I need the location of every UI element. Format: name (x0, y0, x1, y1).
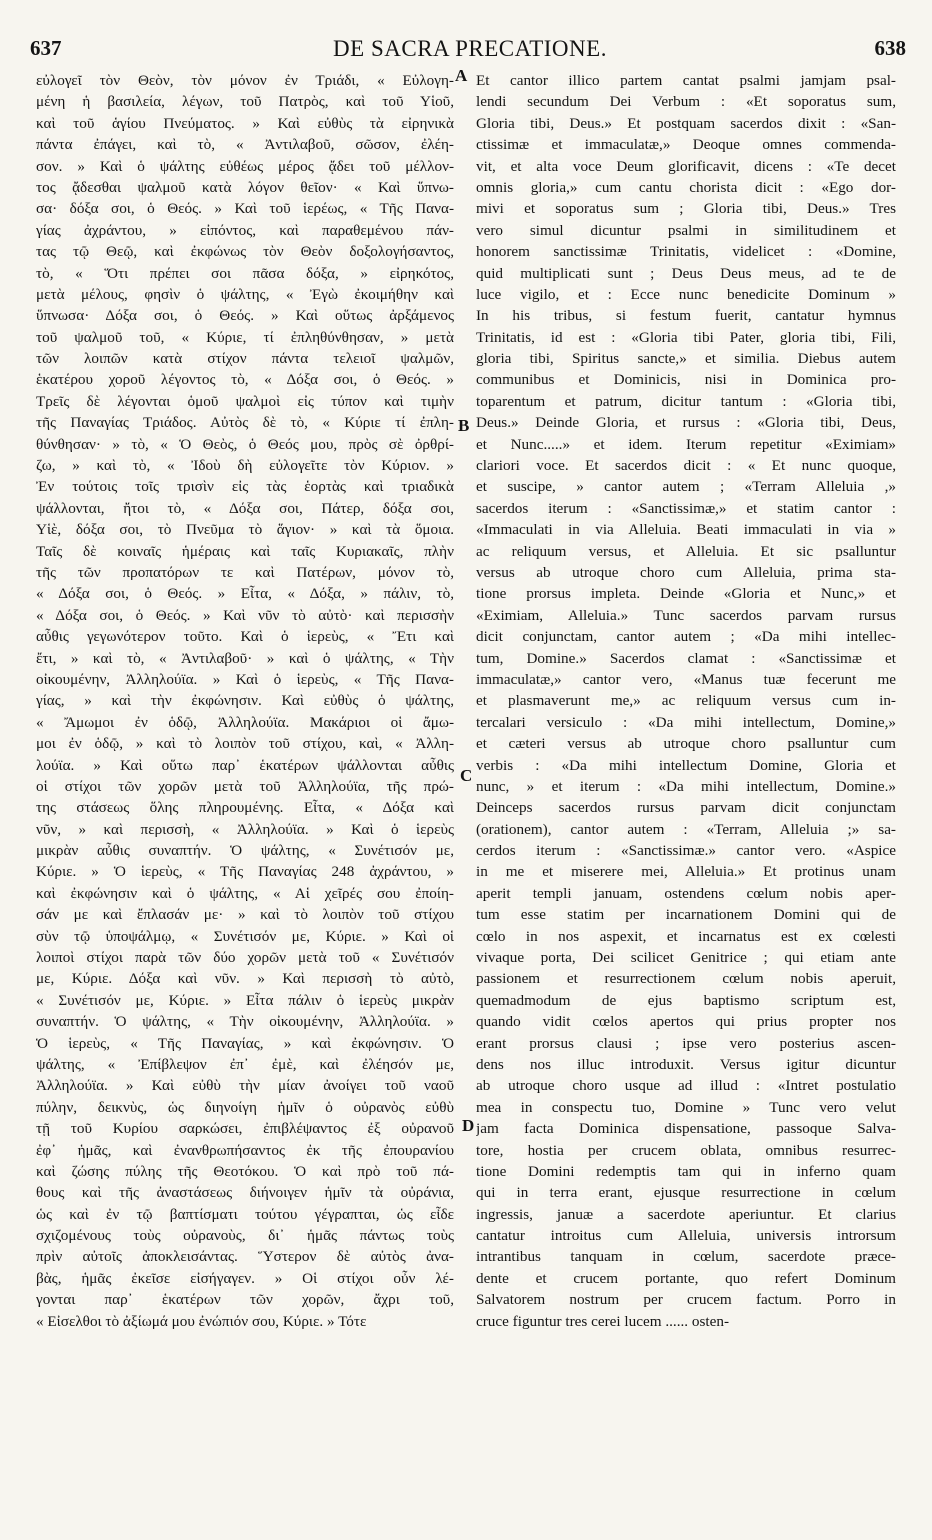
greek-text-line: οἰκουμένην, Ἀλληλούϊα. » Καὶ ὁ ἱερεὺς, « Τῆς Πανα- (36, 670, 454, 688)
latin-text-line: nunc, » et iterum : «Da mihi intellectum, Domine.» (476, 777, 896, 795)
latin-text-line: vero simul dicuntur psalmi in similitudinem et (476, 221, 896, 239)
latin-text-line: vit, et alta voce Deum glorificavit, dicens : «Te decet (476, 157, 896, 175)
latin-text-line: communibus et Dominicis, nisi in Dominica pro- (476, 371, 896, 389)
latin-text-line: sacerdos iterum : «Sanctissimæ,» et statim cantor : (476, 499, 896, 517)
greek-text-line: τὸ, « Ὅτι πρέπει σοι πᾶσα δόξα, » εἰρηκότος, (36, 264, 454, 282)
margin-marker-c: C (460, 766, 473, 785)
latin-text-line: versus ab utroque choro cum Alleluia, prima sta- (476, 563, 896, 581)
greek-text-line: τος ᾄδεσθαι ψαλμοῦ κατὰ λόγον θεῖον· « Καὶ ὕπνω- (36, 178, 454, 196)
latin-text-line: Deinceps sacerdos rursus parvam dicit conjunctam (476, 799, 896, 817)
greek-text-line: ὡς καὶ ἐν τῷ βαπτίσματι τούτου γέγραπται, ὡς εἶδε (36, 1205, 454, 1223)
greek-text-line: σάν με καὶ ἔπλασάν με· » καὶ τὸ λοιπὸν τοῦ στίχου (36, 906, 454, 924)
page-header (30, 36, 910, 68)
latin-text-line: tione Domini redemptis tam qui in inferno quam (476, 1162, 896, 1180)
greek-text-line: Ταῖς δὲ κοιναῖς ἡμέραις καὶ ταῖς Κυριακαῖς, πλὴν (36, 542, 454, 560)
latin-text-line: quando vidit cœlos apertos qui prius propter nos (476, 1013, 896, 1031)
latin-text-line: et Nunc.....» et idem. Iterum repetitur «Eximiam» (476, 435, 896, 453)
greek-text-line: γονται παρ᾽ ἑκατέρων τῶν χορῶν, ἄχρι τοῦ, (36, 1291, 454, 1309)
latin-text-line: toparentum et patrum, dicitur tantum : «Gloria tibi, (476, 392, 896, 410)
latin-text-line: tum esse statim per incarnationem Domini qui de (476, 906, 896, 924)
greek-text-line: μένη ἡ βασιλεία, λέγων, τοῦ Πατρὸς, καὶ τοῦ Υἱοῦ, (36, 93, 454, 111)
greek-text-line: καὶ ζώσης πύλης τῆς Θεοτόκου. Ὁ καὶ πρὸ τοῦ πά- (36, 1162, 454, 1180)
greek-text-line: Υἱὲ, δόξα σοι, τὸ Πνεῦμα τὸ ἅγιον· » καὶ τὰ ὅμοια. (36, 521, 454, 539)
latin-text-line: et suscipe, » cantor autem ; «Terram Alleluia ,» (476, 478, 896, 496)
latin-text-line: cantatur introitus cum Alleluia, universis introrsum (476, 1227, 896, 1245)
latin-text-line: Gloria tibi, Deus.» Et postquam sacerdos dixit : «San- (476, 114, 896, 132)
latin-text-line: tercalari versiculo : «Da mihi intellectum, Domine,» (476, 713, 896, 731)
latin-text-line: luce vigilo, et : Ecce nunc benedicite Dominum » (476, 285, 896, 303)
greek-text-line: μικρὰν αὖθις συναπτήν. Ὁ ψάλτης, « Συνέτισόν με, (36, 842, 454, 860)
greek-text-line: με, Κύριε. Δόξα καὶ νῦν. » Καὶ περισσὴ τὸ αὐτὸ, (36, 970, 454, 988)
latin-text-line: honorem sanctissimæ Trinitatis, videlicet : «Domine, (476, 243, 896, 261)
latin-text-line: ingressis, januæ a sacerdote aperiuntur. Et clarius (476, 1205, 896, 1223)
greek-text-line: Τρεῖς δὲ λέγονται ὁμοῦ ψαλμοὶ εἰς τύπον καὶ τιμὴν (36, 392, 454, 410)
latin-text-line: Salvatorem nostrum per crucem factum. Porro in (476, 1291, 896, 1309)
greek-text-line: « Εἰσελθοι τὸ ἀξίωμά μου ἐνώπιόν σου, Κύριε. » Τότε (36, 1312, 367, 1330)
latin-text-line: quemadmodum de ejus baptismo scriptum est, (476, 991, 896, 1009)
latin-text-line: cerdos iterum : «Sanctissimæ.» cantor vero. «Aspice (476, 842, 896, 860)
latin-text-line: Et cantor illico partem cantat psalmi jamjam psal- (476, 72, 896, 89)
latin-text-line: tione prorsus impleta. Deinde «Gloria et Nunc,» et (476, 585, 896, 603)
latin-text-line: omnis gloria,» cum cantu chorista dicit : «Ego dor- (476, 178, 896, 196)
latin-text-line: In his tribus, si festum fuerit, cantatur hymnus (476, 307, 896, 325)
latin-text-line: (orationem), cantor autem : «Terram, Alleluia ;» sa- (476, 820, 896, 838)
greek-text-line: Ὁ ἱερεὺς, « Τῆς Παναγίας, » καὶ ἐκφώνησιν. Ὁ (36, 1034, 454, 1052)
page-number-left: 637 (30, 36, 62, 60)
greek-text-line: τοῦ ψαλμοῦ τοῦ, « Κύριε, τί ἐπληθύνθησαν, » μετὰ (36, 328, 454, 346)
greek-text-line: τας τῷ Θεῷ, καὶ ἐκφώνως τὸν Θεὸν δοξολογήσαντος, (36, 243, 454, 261)
greek-text-line: ζω, » καὶ τὸ, « Ἰδοὺ δὴ εὐλογεῖτε τὸν Κύριον. » (36, 457, 454, 475)
greek-text-line: γίας ἀχράντου, » εἰπόντος, καὶ παραθεμένου πάν- (36, 221, 454, 239)
greek-text-line: τῆς τῶν προπατόρων τε καὶ Πατέρων, μόνον τὸ, (36, 563, 454, 581)
latin-text-line: dente et crucem portante, quo refert Dominum (476, 1269, 896, 1287)
greek-text-line: « Δόξα σοι, ὁ Θεός. » Εἶτα, « Δόξα, » πάλιν, τὸ, (36, 585, 454, 603)
latin-text-line: intrantibus tanquam in cœlum, sacerdote præce- (476, 1248, 896, 1266)
greek-text-line: λούϊα. » Καὶ οὕτω παρ᾽ ἑκατέρων ψάλλονται αὖθις (36, 756, 454, 774)
latin-text-line: jam facta Dominica dispensatione, passoque Salva- (476, 1120, 896, 1138)
latin-text-line: in me et miserere mei, Alleluia.» Et protinus unam (476, 863, 896, 881)
latin-text-line: tore, hostia per crucem oblata, omnibus resurrec- (476, 1141, 896, 1159)
latin-text-line: ab utroque choro usque ad illud : «Intret postulatio (476, 1077, 896, 1095)
page-number-right: 638 (874, 36, 906, 60)
greek-text-line: γίας, » καὶ τὴν ἐκφώνησιν. Καὶ εὐθὺς ὁ ψάλτης, (36, 692, 454, 710)
latin-text-line: ac reliquum versus, et Alleluia. Et sic psalluntur (476, 542, 896, 560)
greek-text-line: οἱ στίχοι τῶν χορῶν μετὰ τοῦ Ἀλληλούϊα, τῆς πρώ- (36, 777, 454, 795)
latin-text-line: lendi secundum Dei Verbum : «Et soporatus sum, (476, 93, 896, 111)
latin-text-line: «Immaculati in via Alleluia. Beati immaculati in via » (476, 521, 896, 539)
greek-text-line: λοιποὶ στίχοι παρὰ τῶν δύο χορῶν μετὰ τοῦ « Συνέτισόν (36, 949, 454, 967)
greek-text-line: ψάλλονται, ἤτοι τὸ, « Δόξα σοι, Πάτερ, δόξα σοι, (36, 499, 454, 517)
greek-text-line: τῇ τοῦ Κυρίου σαρκώσει, ἐπιβλέψαντος ἐξ οὐρανοῦ (36, 1120, 454, 1138)
greek-text-line: θύνθησαν· » τὸ, « Ὁ Θεὸς, ὁ Θεός μου, πρὸς σὲ ὀρθρί- (36, 435, 454, 453)
latin-text-line: et cæteri versus ab utroque choro psalluntur cum (476, 735, 896, 753)
greek-text-line: αὖθις γεγωνότερον τοῦτο. Καὶ ὁ ἱερεὺς, « Ἔτι καὶ (36, 628, 454, 646)
latin-text-line: vivaque porta, Dei scilicet Genitrice ; qui etiam ante (476, 949, 896, 967)
greek-text-line: συναπτήν. Ὁ ψάλτης, « Τὴν οἰκουμένην, Ἀλληλούϊα. » (36, 1013, 454, 1031)
greek-text-line: ἑκατέρου χοροῦ λέγοντος τὸ, « Δόξα σοι, ὁ Θεός. » (36, 371, 454, 389)
greek-text-line: ἐφ᾽ ἡμᾶς, καὶ ἐνανθρωπήσαντος ἐκ τῆς ἐπουρανίου (36, 1141, 454, 1159)
greek-text-line: μετὰ μέλους, φησὶν ὁ ψάλτης, « Ἐγὼ ἐκοιμήθην καὶ (36, 285, 454, 303)
greek-text-line: « Ἄμωμοι ἐν ὁδῷ, Ἀλληλούϊα. Μακάριοι οἱ ἄμω- (36, 713, 454, 731)
greek-text-line: Ἀλληλούϊα. » Καὶ εὐθὺ τὴν μίαν ἀνοίγει τοῦ ναοῦ (36, 1077, 454, 1095)
latin-text-line: clariori voce. Et sacerdos dicit : « Et nunc quoque, (476, 457, 896, 475)
greek-text-line: πρὶν αὐτοῖς ἀποκλεισάντας. Ὕστερον δὲ αὐτὸς ἀνα- (36, 1248, 454, 1266)
latin-text-line: Trinitatis, id est : «Gloria tibi Pater, gloria tibi, Fili, (476, 328, 896, 346)
greek-text-line: βὰς, ἡμᾶς ἐκεῖσε εἰσήγαγεν. » Οἱ στίχοι οὖν λέ- (36, 1269, 454, 1287)
greek-text-line: ψάλτης, « Ἐπίβλεψον ἐπ᾽ ἐμὲ, καὶ ἐλέησόν με, (36, 1055, 454, 1073)
latin-text-line: qui in terra erant, ejusque resurrectione in cœlum (476, 1184, 896, 1202)
greek-text-line: σα· δόξα σοι, ὁ Θεός. » Καὶ τοῦ ἱερέως, « Τῆς Πανα- (36, 200, 454, 218)
latin-text-line: immaculatæ,» cantor vero, «Manus tuæ fecerunt me (476, 670, 896, 688)
margin-marker-a: A (455, 66, 468, 85)
greek-column (36, 70, 454, 1332)
running-title: DE SACRA PRECATIONE. (333, 36, 607, 61)
greek-text-line: σον. » Καὶ ὁ ψάλτης εὐθέως μέρος ᾄδει τοῦ μέλλον- (36, 157, 454, 175)
greek-text-line: σχιζομένους τοὺς οὐρανοὺς, δι᾽ ἡμᾶς πάντως τοὺς (36, 1227, 454, 1245)
greek-text-line: ὕπνωσα· Δόξα σοι, ὁ Θεός. » Καὶ οὕτως ἀρξάμενος (36, 307, 454, 325)
greek-text-line: τῆς Παναγίας Τριάδος. Αὐτὸς δὲ τὸ, « Κύριε τί ἐπλη- (36, 414, 454, 432)
latin-text-line: gloria tibi, Spiritus sancte,» et similia. Diebus autem (476, 350, 896, 368)
latin-text-line: quid multiplicati sunt ; Deus Deus meus, ad te de (476, 264, 896, 282)
greek-text-line: καὶ ἐκφώνησιν καὶ ὁ ψάλτης, « Αἱ χεῖρές σου ἐποίη- (36, 884, 454, 902)
latin-text-line: cœlo in nos aspexit, et incarnatus est ex cœlesti (476, 927, 896, 945)
latin-text-line: verbis : «Da mihi intellectum Domine, Gloria et (476, 756, 896, 774)
latin-text-line: cruce figuntur tres cerei lucem ...... osten- (476, 1312, 730, 1330)
greek-text-line: καὶ τοῦ ἁγίου Πνεύματος. » Καὶ εὐθὺς τὰ εἰρηνικὰ (36, 114, 454, 132)
greek-text-line: « Δόξα σοι, ὁ Θεός. » Καὶ νῦν τὸ αὐτὸ· καὶ περισσὴν (36, 606, 454, 624)
greek-text-line: ἔτι, » καὶ τὸ, « Ἀντιλαβοῦ· » καὶ ὁ ψάλτης, « Τὴν (36, 649, 454, 667)
greek-text-line: της στάσεως ὅλης πληρουμένης. Εἶτα, « Δόξα καὶ (36, 799, 454, 817)
latin-text-line: mivi et soporatus sum ; Gloria tibi, Deus.» Tres (476, 200, 896, 218)
latin-text-line: dicit conjunctam, cantor autem ; «Da mihi intellec- (476, 628, 896, 646)
greek-text-line: τῶν λοιπῶν κατὰ στίχον πάντα τελειοῖ ψαλμῶν, (36, 350, 454, 368)
latin-text-line: erant prorsus clausi ; ipse vero posterius ascen- (476, 1034, 896, 1052)
greek-text-line: « Συνέτισόν με, Κύριε. » Εἶτα πάλιν ὁ ἱερεὺς μικρὰν (36, 991, 454, 1009)
latin-text-line: «Eximiam, Alleluia.» Tunc sacerdos parvam rursus (476, 606, 896, 624)
greek-text-line: πάντα ἐπάγει, καὶ τὸ, « Ἀντιλαβοῦ, σῶσον, ἐλέη- (36, 136, 454, 154)
latin-text-line: aperit templi januam, ostendens cœlum nobis aper- (476, 884, 896, 902)
latin-text-line: et plasmaverunt me,» ac reliquum versus cum in- (476, 692, 896, 710)
latin-text-line: ctissimæ et immaculatæ,» Deoque omnes commenda- (476, 136, 896, 154)
latin-text-line: Deus.» Deinde Gloria, et rursus : «Gloria tibi, Deus, (476, 414, 896, 432)
latin-text-line: mea in conspectu tuo, Domine » Tunc vero velut (476, 1098, 896, 1116)
latin-text-line: tum, Domine.» Sacerdos clamat : «Sanctissimæ et (476, 649, 896, 667)
greek-text-line: σὺν τῷ ὑποψάλμῳ, « Συνέτισόν με, Κύριε. » Καὶ οἱ (36, 927, 454, 945)
latin-column (476, 70, 896, 1332)
latin-text-line: dens nos illuc introduxit. Versus igitur dicuntur (476, 1055, 896, 1073)
latin-text-line: passionem et resurrectionem cœlum nobis aperuit, (476, 970, 896, 988)
greek-text-line: θους καὶ τῆς ἀναστάσεως διήνοιγεν ἡμῖν τὰ οὐράνια, (36, 1184, 454, 1202)
greek-text-line: εὐλογεῖ τὸν Θεὸν, τὸν μόνον ἐν Τριάδι, « Εὐλογη- (36, 72, 454, 89)
greek-text-line: νῦν, » καὶ περισσὴ, « Ἀλληλούϊα. » Καὶ ὁ ἱερεὺς (36, 820, 454, 838)
greek-text-line: Ἐν τούτοις τοῖς τρισὶν εἰς τὰς ἑορτὰς καὶ τριαδικὰ (36, 478, 454, 496)
greek-text-line: μοι ἐν ὁδῷ, » καὶ τὸ λοιπὸν τοῦ στίχου, καὶ, « Ἀλλη- (36, 735, 454, 753)
margin-marker-b: B (458, 416, 470, 435)
margin-marker-d: D (462, 1116, 475, 1135)
greek-text-line: πύλην, δεικνὺς, ὡς διηνοίγη ἡμῖν ὁ οὐρανὸς εὐθὺ (36, 1098, 454, 1116)
greek-text-line: Κύριε. » Ὁ ἱερεὺς, « Τῆς Παναγίας 248 ἀχράντου, » (36, 863, 454, 881)
